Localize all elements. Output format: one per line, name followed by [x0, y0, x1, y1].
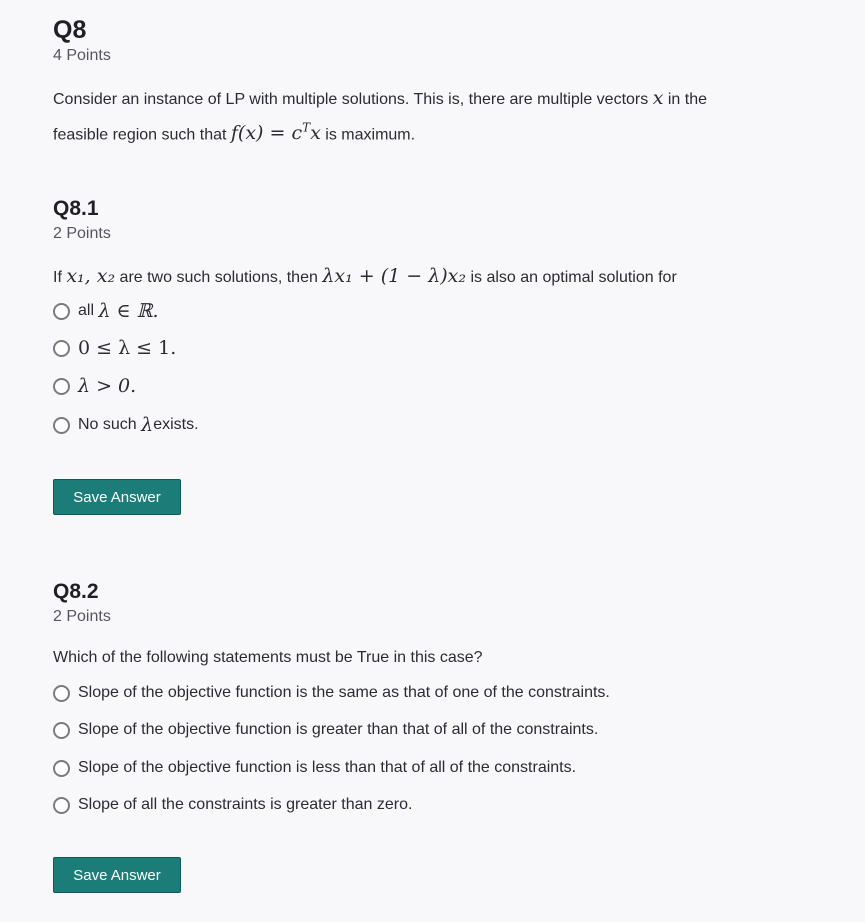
radio-option-8-1-a[interactable]: all λ ∈ ℝ. — [53, 300, 158, 322]
subquestion-points-8-1: 2 Points — [53, 225, 111, 242]
math-x1-x2: x₁, x₂ — [66, 265, 116, 287]
radio-button[interactable] — [53, 417, 70, 434]
question-title: Q8 — [53, 16, 87, 44]
radio-button[interactable] — [53, 303, 70, 320]
radio-option-8-1-c[interactable]: λ > 0. — [53, 375, 136, 397]
radio-button[interactable] — [53, 685, 70, 702]
subquestion-title-8-2: Q8.2 — [53, 580, 99, 603]
subquestion-title-8-1: Q8.1 — [53, 197, 99, 220]
radio-option-8-2-d[interactable]: Slope of all the constraints is greater than zero. — [53, 796, 412, 814]
radio-option-8-1-d[interactable]: No such λ exists. — [53, 414, 199, 436]
save-answer-button-8-2[interactable]: Save Answer — [53, 857, 181, 893]
radio-option-8-1-b[interactable]: 0 ≤ λ ≤ 1. — [53, 337, 176, 359]
save-answer-button-8-1[interactable]: Save Answer — [53, 479, 181, 515]
radio-button[interactable] — [53, 760, 70, 777]
question-prompt: Consider an instance of LP with multiple solutions. This is, there are multiple vectors x in the feasible region such that $f(x) = c^Tx$ is maximum. — [53, 87, 708, 145]
radio-button[interactable] — [53, 722, 70, 739]
math-objective: $f(x) = c^Tx$ — [230, 121, 321, 145]
subquestion-prompt-8-2: Which of the following statements must be True in this case? — [53, 649, 483, 666]
math-x: x — [652, 87, 664, 109]
question-points: 4 Points — [53, 47, 111, 64]
subquestion-prompt-8-1: If x₁, x₂ are two such solutions, then λx₁ + (1 − λ)x₂ is also an optimal solution for — [53, 265, 677, 287]
radio-option-8-2-a[interactable]: Slope of the objective function is the same as that of one of the constraints. — [53, 684, 610, 702]
radio-button[interactable] — [53, 797, 70, 814]
radio-button[interactable] — [53, 340, 70, 357]
subquestion-points-8-2: 2 Points — [53, 608, 111, 625]
radio-button[interactable] — [53, 378, 70, 395]
radio-option-8-2-b[interactable]: Slope of the objective function is greater than that of all of the constraints. — [53, 721, 598, 739]
radio-option-8-2-c[interactable]: Slope of the objective function is less than that of all of the constraints. — [53, 759, 576, 777]
math-convex-combination: λx₁ + (1 − λ)x₂ — [322, 265, 466, 287]
